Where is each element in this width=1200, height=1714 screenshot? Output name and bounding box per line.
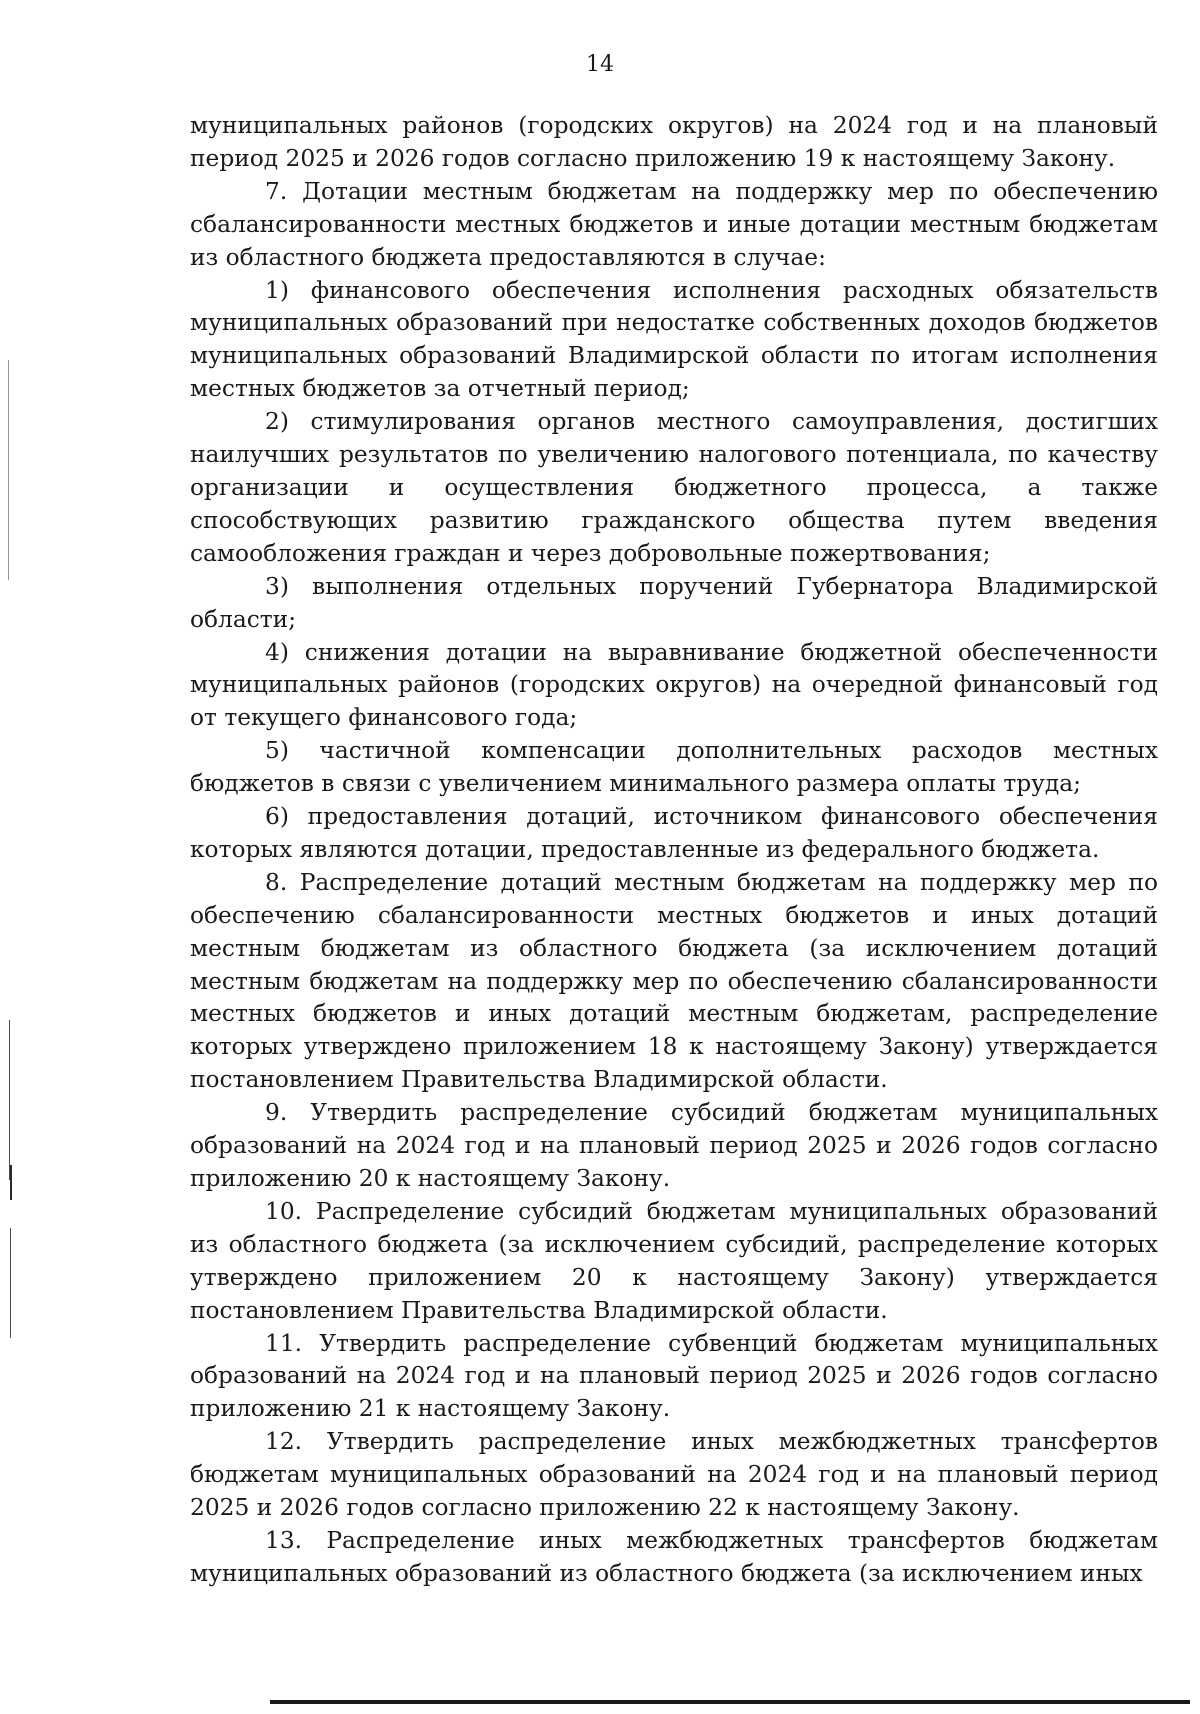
paragraph-item-8: 8. Распределение дотаций местным бюджетам на поддержку мер по обеспечению сбалансированности местных бюджетов и иных дотаций местным бюджетам из областного бюджета (за исключением дотаций местным бюджетам на поддержку мер по обеспечению сбалансированности местных бюджетов и иных дотаций местным бюджетам, распределение которых утверждено приложением 18 к настоящему Закону) утверждается постановлением Правительства Владимирской области. (190, 868, 1158, 1094)
paragraph-subitem-2: 2) стимулирования органов местного самоуправления, достигших наилучших результатов по увеличению налогового потенциала, по качеству организации и осуществления бюджетного процесса, а также способствующих развитию гражданского общества путем введения самообложения граждан и через добровольные пожертвования; (190, 408, 1158, 567)
scan-edge-mark (10, 1228, 11, 1338)
scan-edge-mark (10, 1165, 12, 1200)
bottom-rule (270, 1700, 1190, 1704)
paragraph-item-13: 13. Распределение иных межбюджетных трансфертов бюджетам муниципальных образований из областного бюджета (за исключением иных (190, 1526, 1158, 1587)
page-number: 14 (586, 52, 614, 77)
paragraph-subitem-5: 5) частичной компенсации дополнительных расходов местных бюджетов в связи с увеличением минимального размера оплаты труда; (190, 737, 1158, 798)
paragraph-subitem-4: 4) снижения дотации на выравнивание бюджетной обеспеченности муниципальных районов (городских округов) на очередной финансовый год от текущего финансового года; (190, 638, 1158, 732)
paragraph-subitem-1: 1) финансового обеспечения исполнения расходных обязательств муниципальных образований при недостатке собственных доходов бюджетов муниципальных образований Владимирской области по итогам исполнения местных бюджетов за отчетный период; (190, 276, 1158, 403)
paragraph-subitem-3: 3) выполнения отдельных поручений Губернатора Владимирской области; (190, 572, 1158, 633)
scan-edge-mark (8, 360, 9, 580)
paragraph-item-10: 10. Распределение субсидий бюджетам муниципальных образований из областного бюджета (за исключением субсидий, распределение которых утверждено приложением 20 к настоящему Закону) утверждается постановлением Правительства Владимирской области. (190, 1197, 1158, 1324)
document-body (190, 110, 1158, 1591)
paragraph-continued: муниципальных районов (городских округов) на 2024 год и на плановый период 2025 и 2026 годов согласно приложению 19 к настоящему Закону. (190, 112, 1158, 172)
paragraph-item-7: 7. Дотации местным бюджетам на поддержку мер по обеспечению сбалансированности местных бюджетов и иные дотации местным бюджетам из областного бюджета предоставляются в случае: (190, 177, 1158, 271)
scan-edge-mark (9, 1020, 10, 1180)
paragraph-item-11: 11. Утвердить распределение субвенций бюджетам муниципальных образований на 2024 год и на плановый период 2025 и 2026 годов согласно приложению 21 к настоящему Закону. (190, 1329, 1158, 1423)
paragraph-subitem-6: 6) предоставления дотаций, источником финансового обеспечения которых являются дотации, предоставленные из федерального бюджета. (190, 803, 1158, 863)
paragraph-item-12: 12. Утвердить распределение иных межбюджетных трансфертов бюджетам муниципальных образований на 2024 год и на плановый период 2025 и 2026 годов согласно приложению 22 к настоящему Закону. (190, 1428, 1158, 1522)
paragraph-item-9: 9. Утвердить распределение субсидий бюджетам муниципальных образований на 2024 год и на плановый период 2025 и 2026 годов согласно приложению 20 к настоящему Закону. (190, 1099, 1158, 1192)
